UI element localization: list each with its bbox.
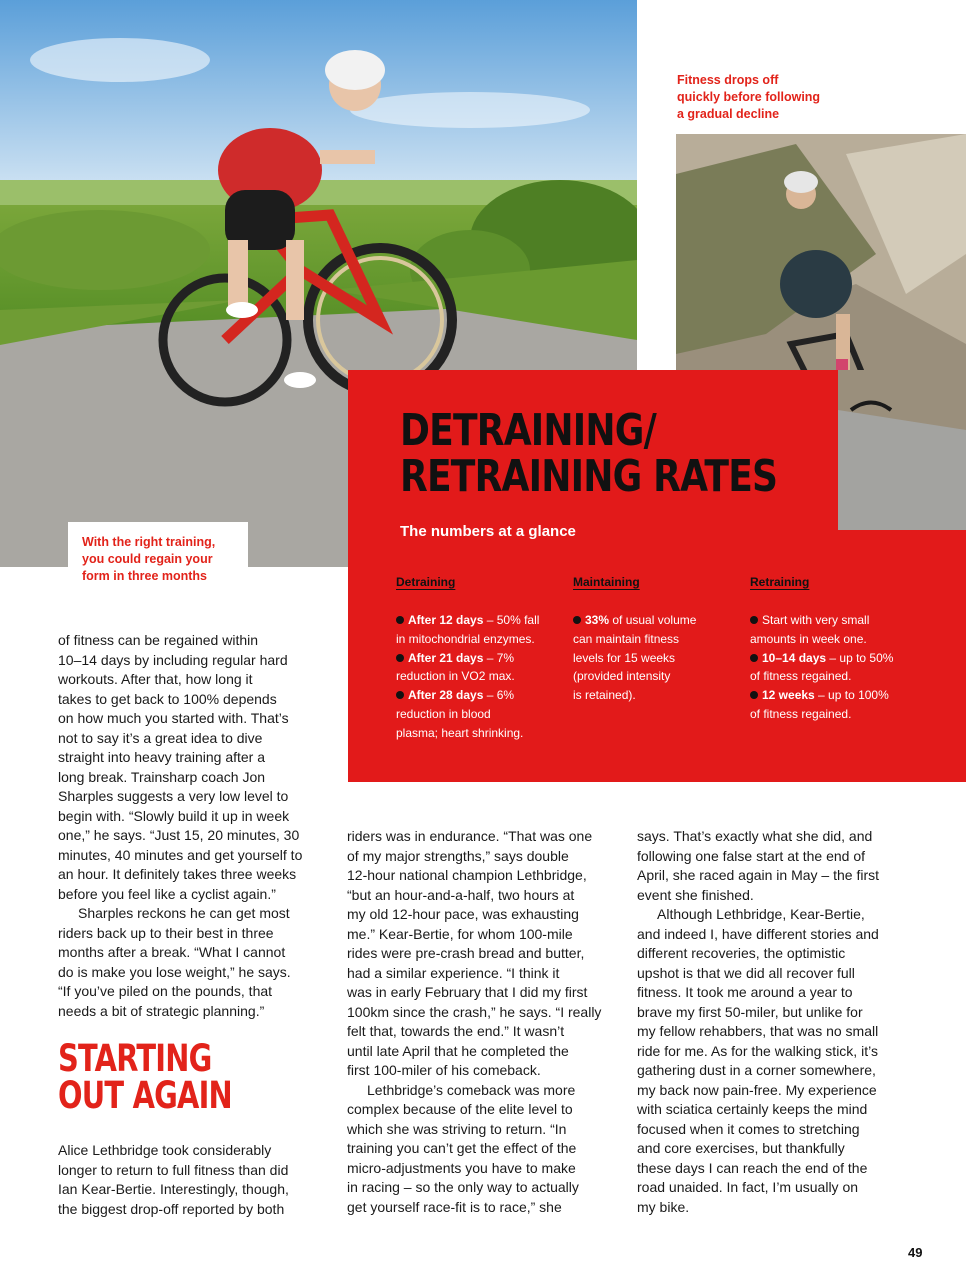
panel-line-text: Start with very small (762, 613, 870, 627)
caption-line: quickly before following (677, 90, 821, 104)
text-line: riders back up to their best in three (58, 924, 274, 941)
text-line: different recoveries, the optimistic (637, 945, 846, 961)
text-line: felt that, towards the end.” It wasn’t (347, 1023, 565, 1039)
panel-column-maintaining (573, 611, 753, 705)
text-line: an hour. It definitely takes three weeks (58, 866, 297, 882)
text-line: and core exercises, but thankfully (637, 1140, 845, 1156)
panel-line (750, 705, 930, 724)
panel-column-retraining (750, 611, 930, 724)
text-line: 10–14 days by including regular hard (58, 651, 288, 668)
panel-line (573, 630, 753, 649)
text-line: get yourself race-fit is to race,” she (347, 1198, 562, 1215)
text-line: my back now pain-free. My experience (637, 1081, 877, 1098)
text-line: which she was striving to return. “In (347, 1120, 567, 1137)
panel-line (396, 705, 576, 724)
text-line: road unaided. In fact, I’m usually on (637, 1179, 859, 1195)
text-line: until late April that he completed the (347, 1042, 569, 1059)
text-line: long break. Trainsharp coach Jon (58, 768, 266, 785)
panel-line-text: – up to 50% (826, 650, 894, 665)
text-line: months after a break. “What I cannot (58, 944, 286, 960)
text-line: Sharples suggests a very low level to (58, 788, 289, 804)
photo-caption-right (667, 62, 845, 134)
text-line: with sciatica certainly keeps the mind (637, 1101, 868, 1117)
panel-line-text: is retained). (573, 688, 636, 703)
text-line: first 100-miler of his comeback. (347, 1062, 541, 1078)
text-line: not to say it’s a great idea to dive (58, 729, 263, 746)
text-line: 100km since the crash,” he says. “I really (347, 1003, 602, 1020)
panel-line (750, 611, 930, 630)
panel-title-line: RETRAINING RATES (400, 451, 778, 502)
text-line: begin with. “Slowly build it up in week (58, 807, 290, 824)
text-line: was in early February that I did my first (347, 984, 588, 1000)
panel-title-line: DETRAINING/ (400, 405, 656, 456)
panel-line (573, 686, 753, 705)
text-line: Lethbridge’s comeback was more (367, 1081, 576, 1098)
bullet-dot-icon (573, 616, 581, 624)
text-line: my bike. (637, 1198, 690, 1215)
panel-column-detraining (396, 611, 576, 743)
panel-line (396, 667, 576, 686)
caption-line: form in three months (82, 569, 208, 583)
body-column-1-top (58, 631, 302, 1021)
panel-line (396, 686, 576, 705)
text-line: event she finished. (637, 886, 754, 903)
panel-line (573, 667, 753, 686)
text-line: rides were pre-crash bread and butter, (347, 945, 585, 961)
panel-line (396, 630, 576, 649)
text-line: Although Lethbridge, Kear-Bertie, (657, 906, 865, 922)
panel-line-text: – 6% (483, 688, 515, 703)
panel-line-text: of usual volume (609, 613, 697, 627)
panel-line-text: – up to 100% (814, 688, 889, 703)
panel-line-emphasis: After 21 days (408, 650, 484, 665)
text-line: ride for me. As for the walking stick, it’s (637, 1042, 878, 1059)
text-line: following one false start at the end of (637, 847, 866, 864)
text-line: “but an hour-and-a-half, two hours at (347, 886, 575, 903)
panel-line (750, 630, 930, 649)
bullet-dot-icon (396, 691, 404, 699)
panel-line-text: in mitochondrial enzymes. (396, 631, 535, 646)
text-line: training you can’t get the effect of the (347, 1140, 577, 1156)
panel-line-emphasis: After 28 days (408, 688, 484, 703)
text-line: upshot is that we did all recover full (637, 964, 855, 981)
panel-line-emphasis: 10–14 days (762, 650, 827, 665)
panel-line (396, 649, 576, 668)
bullet-dot-icon (750, 691, 758, 699)
panel-subtitle: The numbers at a glance (400, 523, 576, 540)
panel-line-text: amounts in week one. (750, 631, 867, 646)
panel-line-text: plasma; heart shrinking. (396, 725, 524, 740)
panel-line-emphasis: After 12 days (408, 613, 484, 627)
text-line: straight into heavy training after a (58, 749, 266, 765)
body-column-3 (637, 827, 879, 1217)
caption-line: With the right training, (82, 535, 216, 549)
body-column-1-bottom (58, 1141, 289, 1219)
panel-line-text: – 50% fall (483, 613, 540, 627)
bullet-dot-icon (750, 616, 758, 624)
text-line: my fellow rehabbers, that was no small (637, 1023, 879, 1039)
text-line: takes to get back to 100% depends (58, 690, 277, 707)
section-heading-line: OUT AGAIN (58, 1074, 232, 1117)
text-line: of my major strengths,” says double (347, 847, 569, 864)
bullet-dot-icon (396, 654, 404, 662)
text-line: had a similar experience. “I think it (347, 964, 560, 981)
column-heading-retraining: Retraining (750, 575, 810, 589)
caption-line: Fitness drops off (677, 73, 779, 87)
column-heading-detraining: Detraining (396, 575, 456, 589)
panel-line (750, 667, 930, 686)
text-line: on how much you started with. That’s (58, 710, 289, 726)
text-line: needs a bit of strategic planning.” (58, 1002, 265, 1019)
text-line: gathering dust in a corner somewhere, (637, 1062, 876, 1078)
text-line: and indeed I, have different stories and (637, 925, 879, 942)
panel-line-text: of fitness regained. (750, 669, 852, 684)
text-line: complex because of the elite level to (347, 1101, 573, 1117)
panel-line-text: reduction in VO2 max. (396, 669, 515, 684)
panel-title (400, 405, 778, 502)
text-line: brave my first 50-miler, but unlike for (637, 1003, 863, 1020)
text-line: “If you’ve piled on the pounds, that (58, 983, 273, 999)
text-line: in racing – so the only way to actually (347, 1179, 579, 1195)
text-line: focused when it comes to stretching (637, 1120, 860, 1137)
bullet-dot-icon (396, 616, 404, 624)
text-line: one,” he says. “Just 15, 20 minutes, 30 (58, 827, 300, 843)
text-line: my old 12-hour pace, was exhausting (347, 906, 579, 922)
text-line: 12-hour national champion Lethbridge, (347, 867, 587, 883)
page-number: 49 (908, 1245, 923, 1260)
panel-line-text: can maintain fitness (573, 631, 680, 646)
column-heading-maintaining: Maintaining (573, 575, 640, 589)
text-line: micro-adjustments you have to make (347, 1159, 576, 1176)
photo-caption-left (68, 522, 248, 583)
panel-line-text: reduction in blood (396, 706, 491, 721)
panel-line (573, 611, 753, 630)
panel-line (396, 611, 576, 630)
text-line: workouts. After that, how long it (58, 671, 253, 687)
panel-line-emphasis: 33% (585, 613, 610, 627)
panel-line (573, 649, 753, 668)
caption-line: a gradual decline (677, 107, 780, 121)
bullet-dot-icon (750, 654, 758, 662)
body-column-2 (347, 827, 601, 1217)
text-line: do is make you lose weight,” he says. (58, 963, 291, 980)
section-heading (58, 1037, 232, 1117)
panel-line-text: – 7% (483, 650, 515, 665)
section-heading-line: STARTING (58, 1037, 212, 1080)
caption-line: you could regain your (82, 552, 213, 566)
panel-line (396, 724, 576, 743)
text-line: Alice Lethbridge took considerably (58, 1142, 272, 1158)
panel-line-text: (provided intensity (573, 669, 671, 684)
text-line: longer to return to full fitness than did (58, 1161, 289, 1178)
panel-line-text: levels for 15 weeks (573, 650, 676, 665)
text-line: says. That’s exactly what she did, and (637, 828, 873, 844)
text-line: fitness. It took me around a year to (637, 984, 853, 1000)
text-line: these days I can reach the end of the (637, 1159, 868, 1176)
panel-line-text: of fitness regained. (750, 706, 852, 721)
text-line: Ian Kear-Bertie. Interestingly, though, (58, 1181, 289, 1197)
panel-line-emphasis: 12 weeks (762, 688, 815, 703)
text-line: minutes, 40 minutes and get yourself to (58, 846, 303, 863)
text-line: the biggest drop-off reported by both (58, 1200, 285, 1217)
panel-line (750, 649, 930, 668)
text-line: riders was in endurance. “That was one (347, 828, 593, 844)
text-line: before you feel like a cyclist again.” (58, 885, 276, 902)
panel-line (750, 686, 930, 705)
text-line: me.” Kear-Bertie, for whom 100-mile (347, 925, 573, 942)
text-line: Sharples reckons he can get most (78, 905, 290, 921)
text-line: April, she raced again in May – the first (637, 867, 880, 883)
text-line: of fitness can be regained within (58, 632, 259, 648)
